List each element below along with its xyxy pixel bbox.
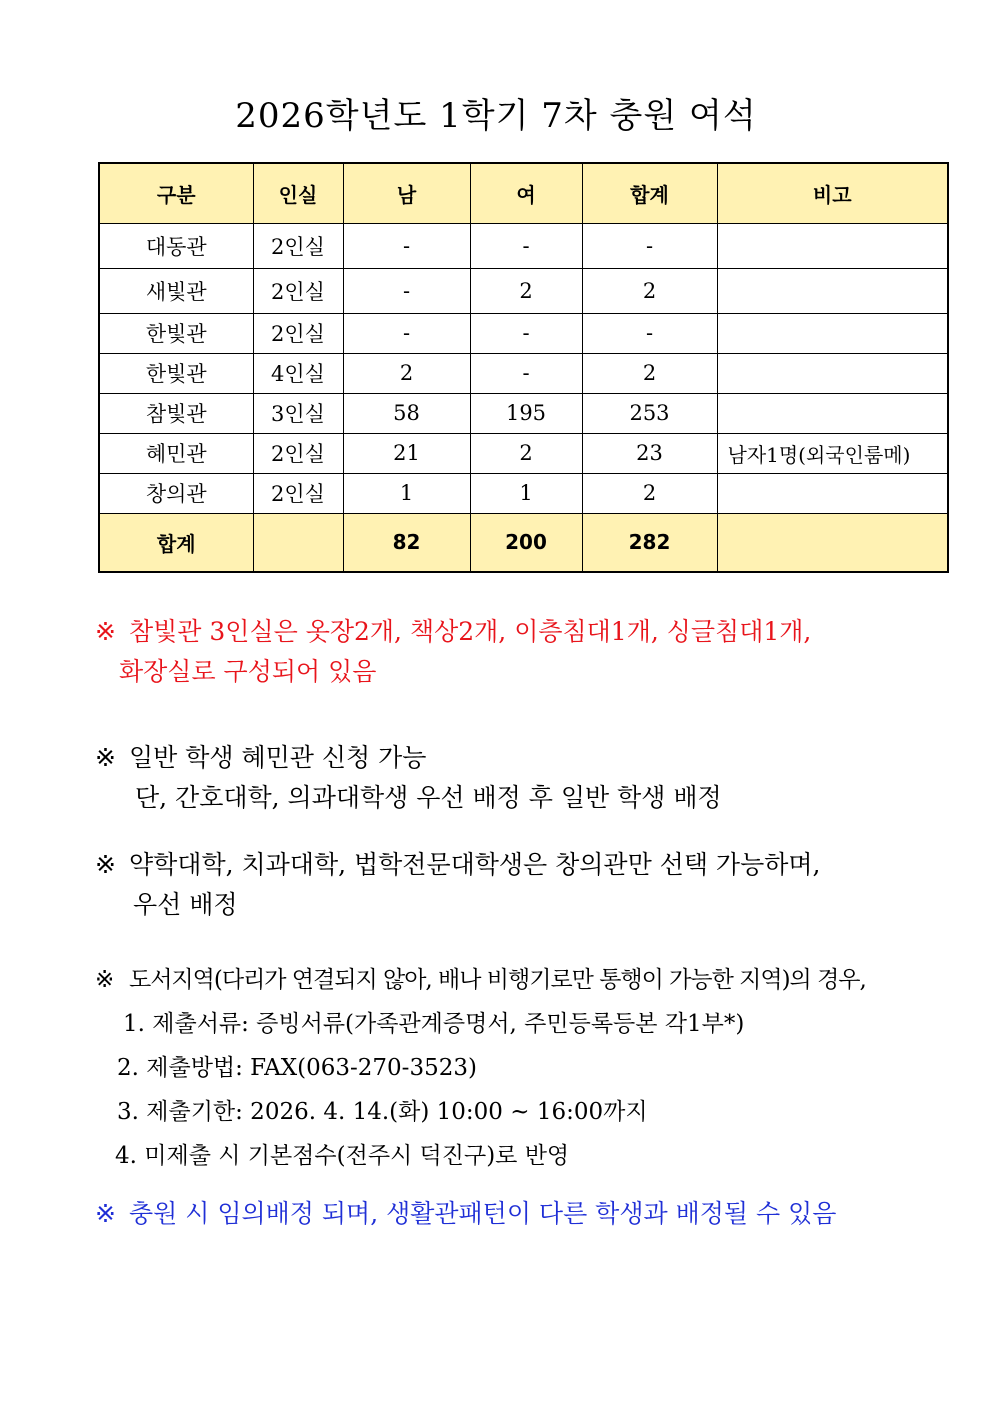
cell-total: -	[582, 223, 717, 268]
cell-female: 2	[470, 433, 582, 473]
cell-building: 한빛관	[99, 353, 253, 393]
page-title: 2026학년도 1학기 7차 충원 여석	[235, 96, 757, 136]
note-room-composition	[95, 612, 811, 692]
total-male: 82	[343, 513, 470, 572]
header-room-type: 인실	[253, 163, 343, 223]
note-text: 참빛관 3인실은 옷장2개, 책상2개, 이층침대1개, 싱글침대1개,	[129, 617, 812, 646]
cell-female: -	[470, 223, 582, 268]
table-row	[99, 223, 948, 268]
reference-mark: ※	[95, 617, 116, 646]
total-room-type	[253, 513, 343, 572]
cell-remark	[717, 473, 948, 513]
cell-building: 대동관	[99, 223, 253, 268]
cell-male: -	[343, 268, 470, 313]
note-item: 2. 제출방법: FAX(063-270-3523)	[117, 1055, 477, 1081]
cell-building: 혜민관	[99, 433, 253, 473]
note-text: 충원 시 임의배정 되며, 생활관패턴이 다른 학생과 배정될 수 있음	[129, 1199, 837, 1228]
cell-building: 창의관	[99, 473, 253, 513]
note-item: 1. 제출서류: 증빙서류(가족관계증명서, 주민등록등본 각1부*)	[123, 1011, 745, 1037]
note-changui-priority	[95, 845, 820, 925]
cell-building: 새빛관	[99, 268, 253, 313]
reference-mark: ※	[95, 1199, 116, 1228]
cell-room-type: 3인실	[253, 393, 343, 433]
cell-female: 1	[470, 473, 582, 513]
cell-building: 참빛관	[99, 393, 253, 433]
cell-female: 195	[470, 393, 582, 433]
reference-mark: ※	[95, 850, 116, 879]
cell-remark	[717, 353, 948, 393]
cell-total: 253	[582, 393, 717, 433]
cell-total: -	[582, 313, 717, 353]
cell-male: 21	[343, 433, 470, 473]
header-male: 남	[343, 163, 470, 223]
note-text: 일반 학생 혜민관 신청 가능	[129, 743, 427, 772]
note-item: 3. 제출기한: 2026. 4. 14.(화) 10:00 ~ 16:00까지	[117, 1099, 648, 1125]
total-remark	[717, 513, 948, 572]
cell-male: -	[343, 313, 470, 353]
note-text: 단, 간호대학, 의과대학생 우선 배정 후 일반 학생 배정	[135, 783, 722, 812]
cell-male: 58	[343, 393, 470, 433]
header-total: 합계	[582, 163, 717, 223]
cell-remark	[717, 313, 948, 353]
cell-room-type: 2인실	[253, 473, 343, 513]
note-item: 4. 미제출 시 기본점수(전주시 덕진구)로 반영	[115, 1143, 570, 1169]
cell-remark	[717, 393, 948, 433]
header-female: 여	[470, 163, 582, 223]
cell-building: 한빛관	[99, 313, 253, 353]
cell-room-type: 2인실	[253, 313, 343, 353]
reference-mark: ※	[95, 743, 116, 772]
cell-total: 23	[582, 433, 717, 473]
cell-male: 1	[343, 473, 470, 513]
vacancy-table	[98, 162, 949, 573]
cell-room-type: 4인실	[253, 353, 343, 393]
note-island-region	[95, 958, 866, 1178]
table-row	[99, 433, 948, 473]
cell-remark	[717, 268, 948, 313]
cell-remark	[717, 223, 948, 268]
table-row	[99, 313, 948, 353]
header-category: 구분	[99, 163, 253, 223]
cell-male: -	[343, 223, 470, 268]
header-remark: 비고	[717, 163, 948, 223]
table-row	[99, 353, 948, 393]
cell-female: -	[470, 313, 582, 353]
note-text: 도서지역(다리가 연결되지 않아, 배나 비행기로만 통행이 가능한 지역)의 경우,	[129, 967, 866, 993]
total-label: 합계	[99, 513, 253, 572]
cell-total: 2	[582, 473, 717, 513]
cell-total: 2	[582, 268, 717, 313]
note-hyemin-application	[95, 738, 722, 818]
total-row	[99, 513, 948, 572]
cell-room-type: 2인실	[253, 433, 343, 473]
total-sum: 282	[582, 513, 717, 572]
note-text: 우선 배정	[133, 890, 238, 919]
cell-remark: 남자1명(외국인룸메)	[717, 433, 948, 473]
table-row	[99, 393, 948, 433]
cell-total: 2	[582, 353, 717, 393]
cell-female: 2	[470, 268, 582, 313]
table-row	[99, 473, 948, 513]
table-row	[99, 268, 948, 313]
cell-female: -	[470, 353, 582, 393]
note-text: 약학대학, 치과대학, 법학전문대학생은 창의관만 선택 가능하며,	[129, 850, 821, 879]
cell-room-type: 2인실	[253, 223, 343, 268]
cell-male: 2	[343, 353, 470, 393]
note-text: 화장실로 구성되어 있음	[119, 657, 377, 686]
table-header-row	[99, 163, 948, 223]
note-random-assignment	[95, 1194, 836, 1234]
cell-room-type: 2인실	[253, 268, 343, 313]
reference-mark: ※	[95, 967, 114, 993]
total-female: 200	[470, 513, 582, 572]
